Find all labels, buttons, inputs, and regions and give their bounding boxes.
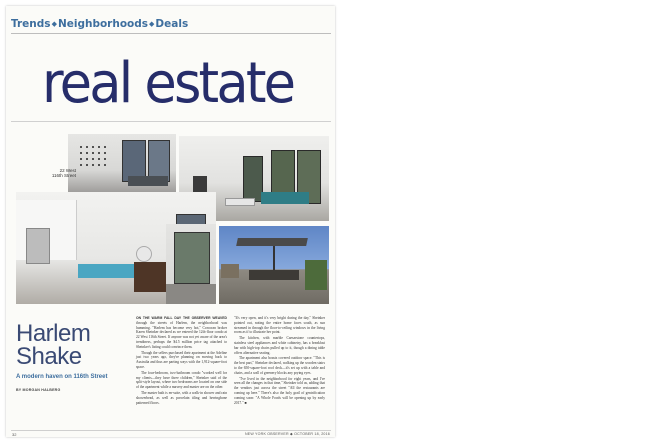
photo-roof-deck: [219, 226, 329, 304]
article-paragraph: The apartment also boasts covered outdoor space. "This is the best part," Sheinker declared, walking up the wooden stairs to the 650-square-foot roof deck—it's set up with a table and chairs, and a wall of greenery blocks any prying eyes.: [234, 356, 325, 375]
article-byline: BY MORGAN HALBERG: [16, 388, 61, 392]
section-tabs: [11, 18, 331, 34]
article-paragraph: "It's very open, and it's very bright during the day," Sheinker pointed out, noting the entire home faces south, as sun streamed in through the floor-to-ceiling windows in the living room as if to illustrate her point.: [234, 316, 325, 335]
article-column-2: [234, 316, 325, 406]
article-paragraph: The master bath is en-suite, with a walk-in shower and rain showerhead, as well as porcelain tiling and herringbone patterned floors.: [136, 390, 227, 405]
masthead-rule: [11, 121, 331, 122]
article-lead-in: ON THE WARM FALL DAY THE OBSERVER WEAVED: [136, 316, 227, 320]
photo-living-room-small: [68, 134, 176, 194]
section-tab-deals: Deals: [155, 18, 189, 30]
article-paragraph: Though the sellers purchased their apartment at the Adeline just two years ago, they're planning on moving back to Australia and thus are parting ways with the 1,912-square-foot space.: [136, 350, 227, 369]
section-tab-trends: Trends: [11, 18, 51, 30]
article-deck: A modern haven on 116th Street: [16, 374, 108, 380]
article-paragraph: "I've lived in the neighborhood for eight years, and I've seen all the changes in that time," Sheinker told us, adding that the vendors just across the street "All the restaurants are coming up here." There's also the holy grail of gentrification coming soon: "A Whole Foods will be opening up by early 2017." ■: [234, 376, 325, 405]
article-headline: Harlem Shake: [16, 320, 91, 370]
publication-imprint: NEW YORK OBSERVER ◆ OCTOBER 18, 2016: [244, 432, 330, 436]
article-column-1: [136, 316, 227, 406]
article-paragraph: ON THE WARM FALL DAY THE OBSERVER WEAVED through the streets of Harlem, the neighborhood was humming. "Harlem has become very hot," Corcoran broker Karen Sheinker declared as we entered the 12th-floor condo at 22 West 116th Street. If anyone was not yet aware of the area's trendiness, perhaps the $4.5 million price tag attached to Sheinker's listing could convince them.: [136, 316, 227, 349]
article-paragraph: The four-bedroom, two-bathroom condo "worked well for my clients—they have three children," Sheinker said of the split-style layout, where two bedrooms are located on one side of the apartment while a nursery and master are on the other.: [136, 370, 227, 390]
masthead-title: real estate: [42, 51, 294, 116]
photo-bedroom: [166, 224, 216, 304]
section-tab-neighborhoods: Neighborhoods: [57, 18, 149, 30]
tab-separator: ◆: [149, 20, 155, 28]
tab-separator: ◆: [51, 20, 57, 28]
footer-rule: [11, 430, 331, 431]
article-paragraph: The kitchen, with marble Caesarstone countertops, stainless steel appliances and white cabinetry, has a breakfast bar with high-top chairs pulled up to it, though a dining table offers alternative seating.: [234, 336, 325, 355]
photo-caption: 22 West 116th Street: [51, 168, 76, 178]
magazine-page: [6, 6, 335, 437]
page-number: 32: [12, 432, 17, 437]
